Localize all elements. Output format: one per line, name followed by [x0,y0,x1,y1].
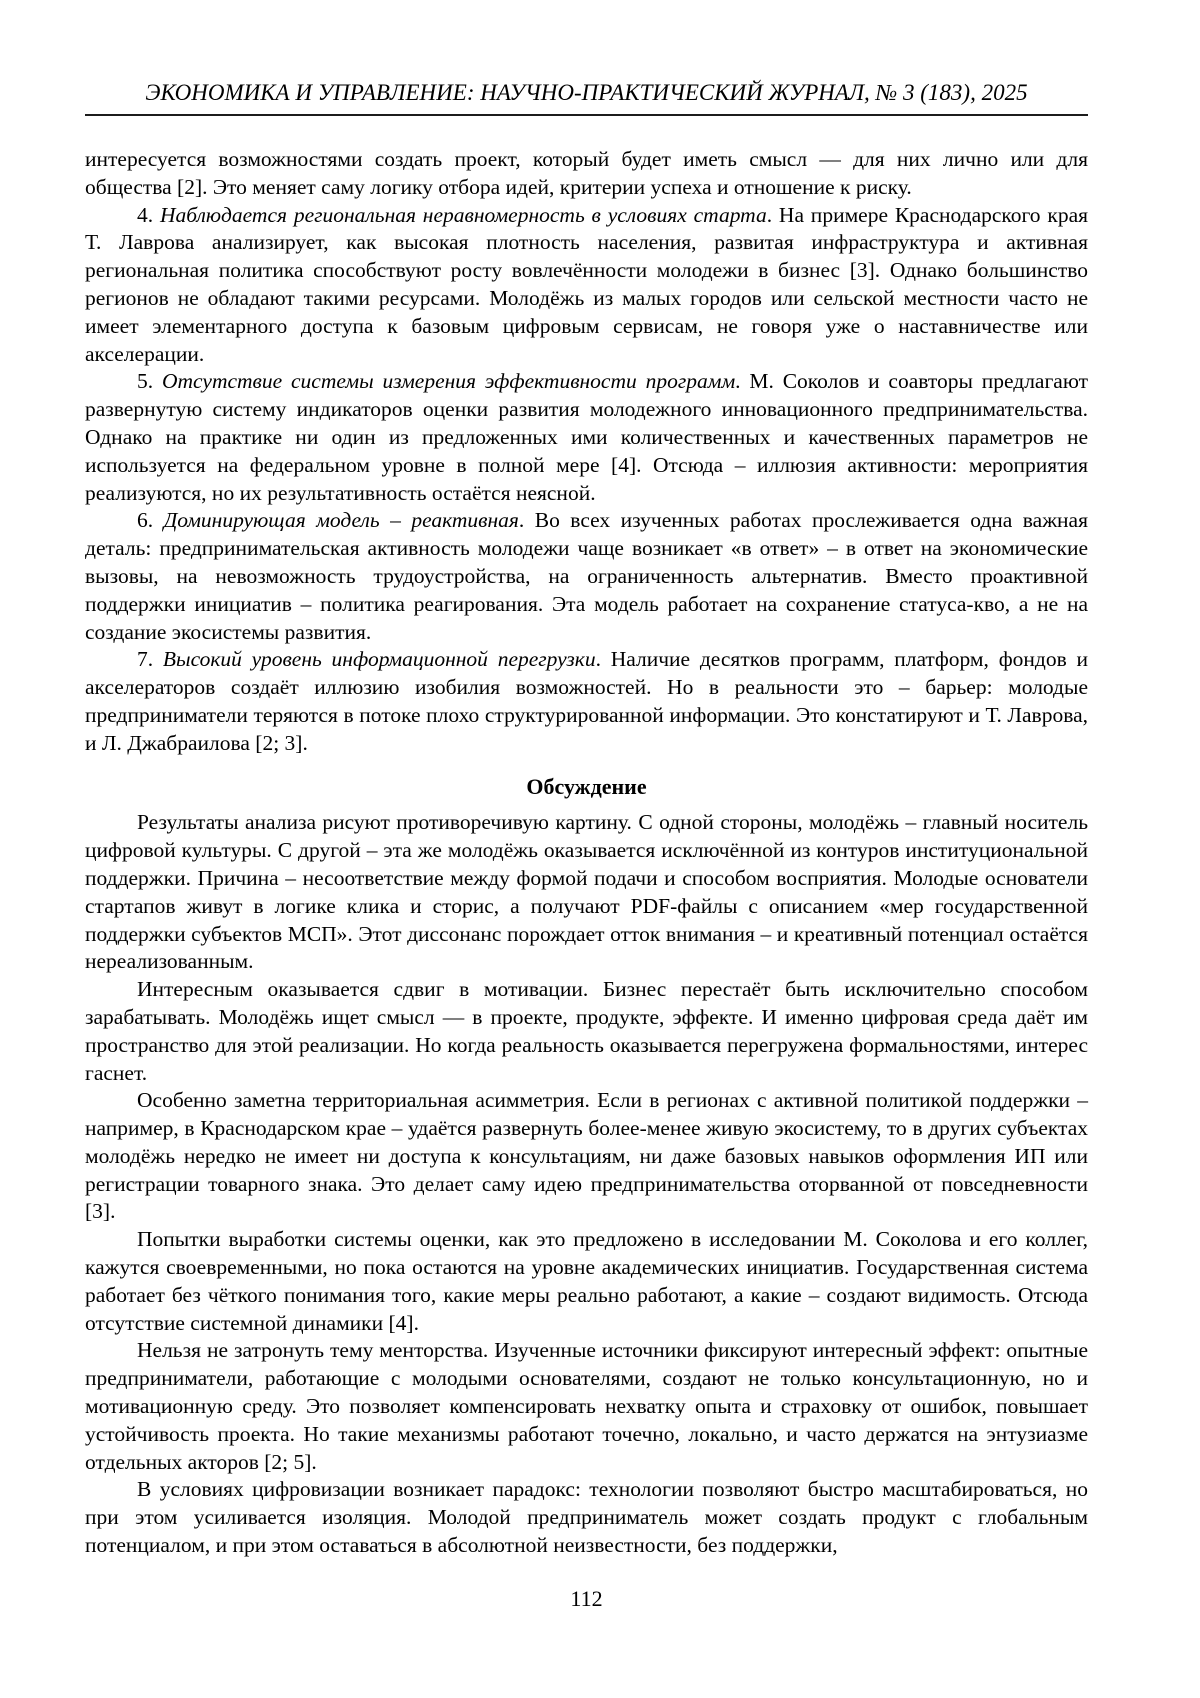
paragraph [85,1087,1088,1226]
paragraph [85,1337,1088,1476]
paragraph [85,368,1088,507]
text-run: Обсуждение [526,773,647,799]
text-run: Попытки выработки системы оценки, как это предложено в исследовании М. Соколова и его коллег, кажутся своевременными, но пока остаются на уровне академических инициатив. Государственная система работает без чёткого понимания того, какие меры реально работают, а какие – создают видимость. Отсюда отсутствие системной динамики [4]. [85,1227,1088,1335]
italic-text-run: Высокий уровень информационной перегрузки [162,647,596,672]
text-run: 5. [137,369,162,394]
paragraph [85,809,1088,976]
text-run: . М. Соколов и соавторы предлагают развернутую систему индикаторов оценки развития молодежного инновационного предпринимательства. Однако на практике ни один из предложенных ими количественных и качественных параметров не используется на федеральном уровне в полной мере [4]. Отсюда – иллюзия активности: мероприятия реализуются, но их результативность остаётся неясной. [85,369,1088,505]
paragraph [85,202,1088,369]
text-run: 7. [137,647,163,672]
paragraph [85,1226,1088,1337]
text-run: . На примере Краснодарского края Т. Лаврова анализирует, как высокая плотность населения, развитая инфраструктура и активная региональная политика способствуют росту вовлечённости молодежи в бизнес [3]. Однако большинство регионов не обладают такими ресурсами. Молодёжь из малых городов или сельской местности часто не имеет элементарного доступа к базовым цифровым сервисам, не говоря уже о наставничестве или акселерации. [85,202,1089,366]
section-heading [85,773,1088,801]
text-run: Результаты анализа рисуют противоречивую картину. С одной стороны, молодёжь – главный носитель цифровой культуры. С другой – эта же молодёжь оказывается исключённой из контуров институциональной поддержки. Причина – несоответствие между формой подачи и способом восприятия. Молодые основатели стартапов живут в логике клика и сторис, а получают PDF-файлы с описанием «мер государственной поддержки субъектов МСП». Этот диссонанс порождает отток внимания – и креативный потенциал остаётся нереализованным. [85,810,1088,974]
header-rule [85,114,1088,116]
text-run: Нельзя не затронуть тему менторства. Изученные источники фиксируют интересный эффект: опытные предприниматели, работающие с молодыми основателями, создают не только консультационную, но и мотивационную среду. Это позволяет компенсировать нехватку опыта и страховку от ошибок, повышает устойчивость проекта. Но такие механизмы работают точечно, локально, и часто держатся на энтузиазме отдельных акторов [2; 5]. [85,1338,1088,1474]
text-run: . Во всех изученных работах прослеживается одна важная деталь: предпринимательская активность молодежи чаще возникает «в ответ» – в ответ на экономические вызовы, на невозможность трудоустройства, на ограниченность альтернатив. Вместо проактивной поддержки инициатив – политика реагирования. Эта модель работает на сохранение статуса-кво, а не на создание экосистемы развития. [85,508,1088,644]
italic-text-run: Наблюдается региональная неравномерность в условиях старта [159,202,767,227]
body-text [85,146,1088,1560]
paragraph [85,1476,1088,1559]
paragraph [85,976,1088,1087]
page-content [85,80,1088,1560]
text-run: Особенно заметна территориальная асимметрия. Если в регионах с активной политикой поддержки – например, в Краснодарском крае – удаётся развернуть более-менее живую экосистему, то в других субъектах молодёжь нередко не имеет ни доступа к консультациям, ни даже базовых навыков оформления ИП или регистрации товарного знака. Это делает саму идею предпринимательства оторванной от повседневности [3]. [85,1088,1088,1224]
italic-text-run: Отсутствие системы измерения эффективности программ [161,369,736,394]
text-run: . Наличие десятков программ, платформ, фондов и акселераторов создаёт иллюзию изобилия возможностей. Но в реальности это – барьер: молодые предприниматели теряются в потоке плохо структурированной информации. Это констатируют и Т. Лаврова, и Л. Джабраилова [2; 3]. [85,647,1088,755]
text-run: интересуется возможностями создать проект, который будет иметь смысл — для них лично или для общества [2]. Это меняет саму логику отбора идей, критерии успеха и отношение к риску. [85,147,1088,199]
journal-header-title: ЭКОНОМИКА И УПРАВЛЕНИЕ: НАУЧНО-ПРАКТИЧЕСКИЙ ЖУРНАЛ, № 3 (183), 2025 [145,80,1028,105]
paragraph-continuation [85,146,1088,202]
text-run: 4. [137,202,160,227]
text-run: В условиях цифровизации возникает парадокс: технологии позволяют быстро масштабироваться, но при этом усиливается изоляция. Молодой предприниматель может создать продукт с глобальным потенциалом, и при этом оставаться в абсолютной неизвестности, без поддержки, [85,1477,1088,1558]
paragraph [85,646,1088,757]
text-run: 6. [137,508,164,533]
text-run: Интересным оказывается сдвиг в мотивации. Бизнес перестаёт быть исключительно способом зарабатывать. Молодёжь ищет смысл — в проекте, продукте, эффекте. И именно цифровая среда даёт им пространство для этой реализации. Но когда реальность оказывается перегружена формальностями, интерес гаснет. [85,977,1088,1085]
paragraph [85,507,1088,646]
page-number: 112 [570,1586,603,1611]
italic-text-run: Доминирующая модель – реактивная [163,508,519,533]
